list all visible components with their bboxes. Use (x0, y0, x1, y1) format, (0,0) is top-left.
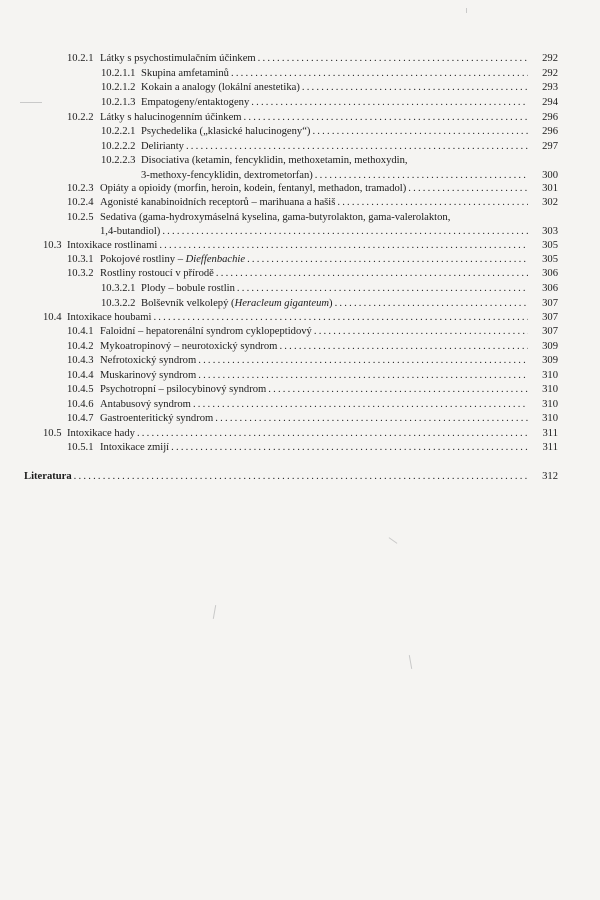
dot-leader (408, 181, 528, 196)
page-number: 309 (542, 355, 558, 366)
section-title: Muskarinový syndrom (100, 370, 197, 381)
section-title: Gastroenteritický syndrom (100, 413, 214, 424)
scan-mark (389, 537, 398, 544)
section-number: 10.2.4 (67, 197, 94, 208)
dot-leader (159, 238, 528, 253)
dot-leader (193, 397, 528, 412)
section-title-italic: Heracleum giganteum (234, 298, 330, 309)
dot-leader (186, 139, 528, 154)
section-number: 10.2.5 (67, 212, 94, 223)
section-title: Rostliny rostoucí v přírodě (100, 268, 214, 279)
section-number: 10.3.1 (67, 254, 94, 265)
section-title (141, 296, 333, 311)
dot-leader (335, 296, 528, 311)
section-title: Antabusový syndrom (100, 399, 191, 410)
section-number: 10.2.1.3 (101, 97, 136, 108)
page-number: 307 (542, 326, 558, 337)
section-title: Agonisté kanabinoidních receptorů – marihuana a hašiš (100, 197, 336, 208)
toc-entry[interactable] (101, 139, 558, 154)
section-title: Psychedelika („klasické halucinogeny“) (141, 126, 311, 137)
section-title: Sedativa (gama-hydroxymáselná kyselina, gama-butyrolakton, gama-valerolakton, (100, 212, 451, 223)
section-title: Delirianty (141, 141, 184, 152)
page-number: 307 (542, 312, 558, 323)
section-title: Intoxikace zmijí (100, 442, 170, 453)
section-number: 10.4.6 (67, 399, 94, 410)
page-number: 296 (542, 126, 558, 137)
toc-entry[interactable] (43, 310, 558, 325)
section-number: 10.4.7 (67, 413, 94, 424)
page-number: 296 (542, 112, 558, 123)
dot-leader (162, 224, 528, 239)
scan-mark (20, 102, 42, 103)
section-number: 10.2.2 (67, 112, 94, 123)
toc-entry[interactable] (67, 382, 558, 397)
toc-entry[interactable] (67, 252, 558, 267)
section-number: 10.4 (43, 312, 62, 323)
section-title-end: ) (329, 298, 333, 309)
section-number: 10.2.3 (67, 183, 94, 194)
dot-leader (216, 266, 528, 281)
section-title: Disociativa (ketamin, fencyklidin, methoxetamin, methoxydin, (141, 155, 408, 166)
dot-leader (198, 353, 528, 368)
section-number: 10.4.1 (67, 326, 94, 337)
toc-entry[interactable] (67, 110, 558, 125)
dot-leader (337, 195, 528, 210)
page-number: 305 (542, 254, 558, 265)
section-title: Mykoatropinový – neurotoxický syndrom (100, 341, 278, 352)
page-number: 310 (542, 384, 558, 395)
section-title: Intoxikace hady (67, 428, 135, 439)
dot-leader (74, 469, 528, 484)
toc-entry[interactable] (43, 238, 558, 253)
dot-leader (153, 310, 528, 325)
section-number: 10.4.3 (67, 355, 94, 366)
toc-entry[interactable] (67, 266, 558, 281)
section-title: Látky s halucinogenním účinkem (100, 112, 242, 123)
section-number: 10.5 (43, 428, 62, 439)
page-number: 301 (542, 183, 558, 194)
dot-leader (314, 324, 528, 339)
section-title: Látky s psychostimulačním účinkem (100, 53, 256, 64)
dot-leader (268, 382, 528, 397)
section-number: 10.3.2.1 (101, 283, 136, 294)
page-number: 312 (542, 471, 558, 482)
section-title: Intoxikace houbami (67, 312, 152, 323)
dot-leader (244, 110, 528, 125)
page-number: 306 (542, 283, 558, 294)
section-number: 10.2.1.1 (101, 68, 136, 79)
section-number: 10.3 (43, 240, 62, 251)
section-title: Literatura (24, 471, 72, 482)
section-number: 10.3.2.2 (101, 298, 136, 309)
toc-entry-literatura[interactable] (24, 469, 558, 484)
section-title: Kokain a analogy (lokální anestetika) (141, 82, 300, 93)
section-number: 10.2.1 (67, 53, 94, 64)
toc-entry[interactable] (67, 368, 558, 383)
page-number: 294 (542, 97, 558, 108)
page-number: 307 (542, 298, 558, 309)
scan-mark (409, 655, 412, 669)
dot-leader (251, 95, 528, 110)
toc-entry[interactable] (67, 440, 558, 455)
page-number: 303 (542, 226, 558, 237)
scan-mark (466, 8, 467, 13)
page-number: 300 (542, 170, 558, 181)
section-number: 10.2.1.2 (101, 82, 136, 93)
toc-entry[interactable] (67, 397, 558, 412)
section-number: 10.2.2.3 (101, 155, 136, 166)
page-number: 292 (542, 53, 558, 64)
page-number: 292 (542, 68, 558, 79)
toc-entry[interactable] (67, 353, 558, 368)
section-title: Empatogeny/entaktogeny (141, 97, 250, 108)
section-title-text: Pokojové rostliny – (100, 254, 186, 265)
page-number: 297 (542, 141, 558, 152)
toc-entry-first-line[interactable] (101, 153, 408, 168)
section-number: 10.2.2.2 (101, 141, 136, 152)
section-title (100, 252, 245, 267)
section-number: 10.4.5 (67, 384, 94, 395)
section-title: Skupina amfetaminů (141, 68, 229, 79)
section-number: 10.5.1 (67, 442, 94, 453)
section-title-text: Bolševník velkolepý ( (141, 298, 235, 309)
dot-leader (279, 339, 528, 354)
page-number: 309 (542, 341, 558, 352)
dot-leader (312, 124, 528, 139)
dot-leader (258, 51, 528, 66)
toc-entry[interactable] (101, 124, 558, 139)
page-number: 311 (542, 442, 558, 453)
dot-leader (247, 252, 528, 267)
dot-leader (215, 411, 528, 426)
section-number: 10.3.2 (67, 268, 94, 279)
toc-entry[interactable] (67, 339, 558, 354)
toc-entry[interactable] (67, 51, 558, 66)
page-number: 310 (542, 413, 558, 424)
dot-leader (137, 426, 528, 441)
toc-entry[interactable] (101, 296, 558, 311)
section-title: Faloidní – hepatorenální syndrom cyklopeptidový (100, 326, 312, 337)
page-number: 305 (542, 240, 558, 251)
toc-entry[interactable] (43, 426, 558, 441)
section-title-continuation: 3-methoxy-fencyklidin, dextrometorfan) (141, 170, 313, 181)
dot-leader (171, 440, 528, 455)
toc-entry-continuation[interactable] (100, 224, 558, 239)
page-number: 302 (542, 197, 558, 208)
dot-leader (237, 281, 528, 296)
page-number: 293 (542, 82, 558, 93)
toc-entry[interactable] (101, 80, 558, 95)
page-number: 311 (542, 428, 558, 439)
toc-entry[interactable] (101, 66, 558, 81)
section-title: Nefrotoxický syndrom (100, 355, 197, 366)
page-number: 310 (542, 399, 558, 410)
toc-entry[interactable] (67, 324, 558, 339)
dot-leader (231, 66, 528, 81)
toc-entry[interactable] (101, 95, 558, 110)
toc-entry[interactable] (67, 195, 558, 210)
dot-leader (198, 368, 528, 383)
toc-entry[interactable] (101, 281, 558, 296)
section-title: Psychotropní – psilocybinový syndrom (100, 384, 267, 395)
section-title: Opiáty a opioidy (morfin, heroin, kodein, fentanyl, methadon, tramadol) (100, 183, 407, 194)
page-number: 310 (542, 370, 558, 381)
scan-mark (213, 605, 216, 619)
section-number: 10.2.2.1 (101, 126, 136, 137)
page-number: 306 (542, 268, 558, 279)
toc-entry[interactable] (67, 181, 558, 196)
section-title-italic: Dieffenbachie (185, 254, 246, 265)
section-number: 10.4.2 (67, 341, 94, 352)
section-title: Plody – bobule rostlin (141, 283, 235, 294)
section-number: 10.4.4 (67, 370, 94, 381)
section-title: Intoxikace rostlinami (67, 240, 158, 251)
toc-entry[interactable] (67, 411, 558, 426)
dot-leader (302, 80, 528, 95)
toc-entry-first-line[interactable] (67, 210, 450, 225)
section-title-continuation: 1,4-butandiol) (100, 226, 161, 237)
